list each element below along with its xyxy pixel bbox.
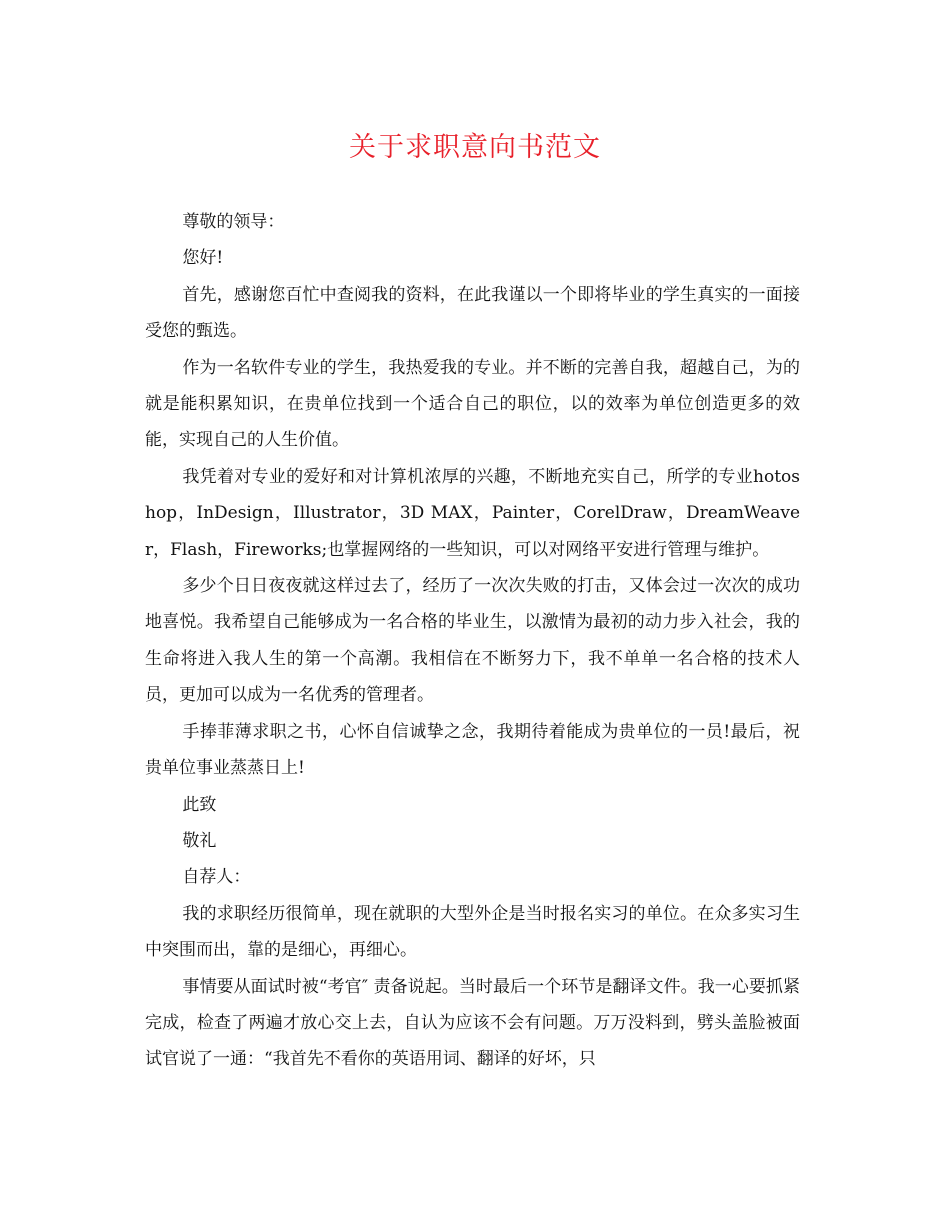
paragraph: 多少个日日夜夜就这样过去了，经历了一次次失败的打击，又体会过一次次的成功地喜悦。我希望自己能够成为一名合格的毕业生，以激情为最初的动力步入社会，我的生命将进入我人生的第一个高潮。我相信在不断努力下，我不单单一名合格的技术人员，更加可以成为一名优秀的管理者。 bbox=[145, 576, 800, 706]
document-body bbox=[145, 204, 800, 1078]
closing-regards: 敬礼 bbox=[182, 830, 217, 851]
paragraph: 首先，感谢您百忙中查阅我的资料，在此我谨以一个即将毕业的学生真实的一面接受您的甄选。 bbox=[145, 284, 800, 342]
paragraph: 我的求职经历很简单，现在就职的大型外企是当时报名实习的单位。在众多实习生中突围而出，靠的是细心，再细心。 bbox=[145, 903, 800, 961]
salutation: 尊敬的领导： bbox=[182, 212, 285, 232]
greeting: 您好! bbox=[182, 248, 224, 269]
paragraph: 我凭着对专业的爱好和对计算机浓厚的兴趣，不断地充实自己，所学的专业hotoshop，InDesign，Illustrator，3D MAX，Painter，CorelDraw，DreamWeaver，Flash，Fireworks;也掌握网络的一些知识，可以对网络平安进行管理与维护。 bbox=[145, 466, 800, 560]
signature-label: 自荐人： bbox=[182, 867, 251, 888]
document-title: 关于求职意向书范文 bbox=[349, 132, 601, 163]
paragraph: 手捧菲薄求职之书，心怀自信诚挚之念，我期待着能成为贵单位的一员!最后，祝贵单位事业蒸蒸日上! bbox=[145, 721, 800, 779]
paragraph: 事情要从面试时被“考官″ 责备说起。当时最后一个环节是翻译文件。我一心要抓紧完成，检查了两遍才放心交上去，自认为应该不会有问题。万万没料到，劈头盖脸被面试官说了一通：“我首先不看你的英语用词、翻译的好坏，只 bbox=[145, 976, 800, 1070]
closing-line: 此致 bbox=[182, 794, 217, 815]
paragraph: 作为一名软件专业的学生，我热爱我的专业。并不断的完善自我，超越自己，为的就是能积累知识，在贵单位找到一个适合自己的职位，以的效率为单位创造更多的效能，实现自己的人生价值。 bbox=[145, 357, 800, 451]
